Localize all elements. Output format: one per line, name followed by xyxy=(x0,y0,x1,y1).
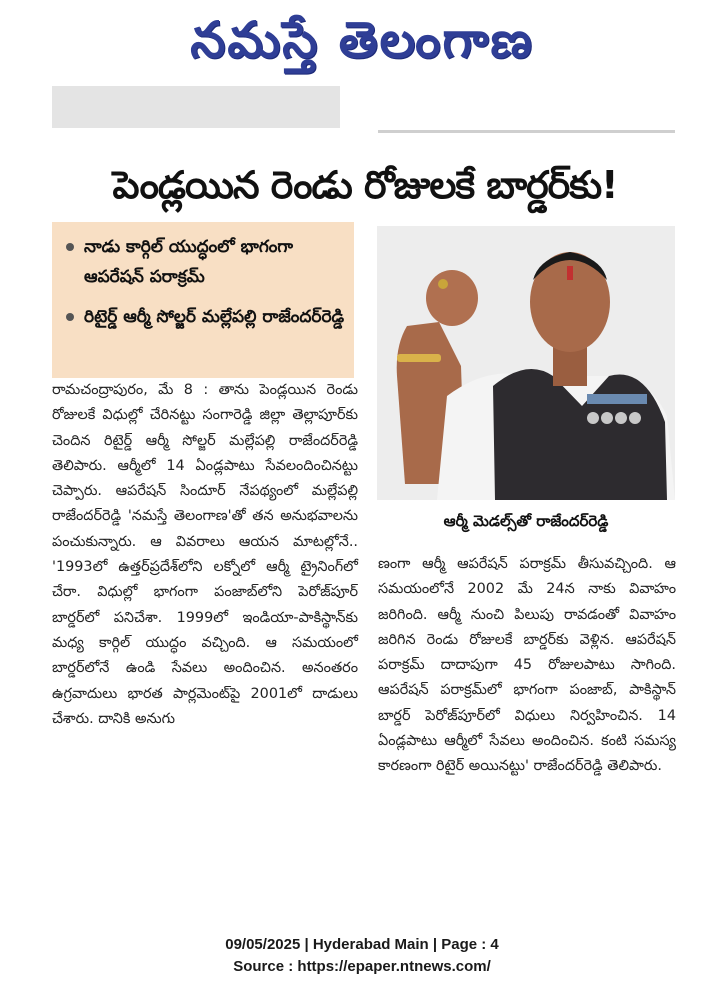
highlight-item xyxy=(66,302,346,332)
article-body-right-column xyxy=(378,552,676,780)
army-veteran-photo xyxy=(377,226,675,500)
article-body-left-column xyxy=(52,378,358,732)
previous-article-strip-right xyxy=(378,86,675,133)
body-text-left: రామచంద్రాపురం, మే 8 : తాను పెండ్లయిన రెండు రోజులకే విధుల్లో చేరినట్టు సంగారెడ్డి జిల్లా తెల్లాపూర్‌కు చెందిన రిటైర్డ్ ఆర్మీ సోల్జర్ మల్లేపల్లి రాజేందర్‌రెడ్డి తెలిపారు. ఆర్మీలో 14 ఏండ్లపాటు సేవలందించినట్టు చెప్పారు. ఆపరేషన్ సిందూర్ నేపథ్యంలో మల్లేపల్లి రాజేందర్‌రెడ్డి 'నమస్తే తెలంగాణ'తో తన అనుభవాలను పంచుకున్నారు. ఆ వివరాలు ఆయన మాటల్లోనే.. '1993లో ఉత్తర్‌ప్రదేశ్‌లోని లక్నోలో ఆర్మీ ట్రైనింగ్‌లో చేరా. విధుల్లో భాగంగా పంజాబ్‌లోని పెరోజ్‌పూర్ బార్డర్‌లో పనిచేశా. 1999లో ఇండియా-పాకిస్థాన్‌కు మధ్య కార్గిల్ యుద్ధం వచ్చింది. ఆ సమయంలో బార్డర్‌లోనే ఉండి సేవలు అందించిన. అనంతరం ఉగ్రవాదులు భారత పార్లమెంట్‌పై 2001లో దాడులు చేశారు. దానికి అనుగు xyxy=(52,382,358,727)
newspaper-masthead xyxy=(0,0,724,80)
footer-edition-info: 09/05/2025 | Hyderabad Main | Page : 4 xyxy=(225,936,499,953)
bullet-icon xyxy=(66,243,74,251)
masthead-title: నమస్తే తెలంగాణ xyxy=(190,11,534,69)
highlight-item xyxy=(66,232,346,292)
highlight-text: రిటైర్డ్ ఆర్మీ సోల్జర్ మల్లేపల్లి రాజేందర్‌రెడ్డి xyxy=(84,307,345,327)
photo-caption: ఆర్మీ మెడల్స్‌తో రాజేందర్‌రెడ్డి xyxy=(443,512,609,530)
body-text-right: ణంగా ఆర్మీ ఆపరేషన్ పరాక్రమ్ తీసువచ్చింది. ఆ సమయంలోనే 2002 మే 24న నాకు వివాహం జరిగింది. ఆర్మీ నుంచి పిలుపు రావడంతో వివాహం జరిగిన రెండు రోజులకే బార్డర్‌కు వెళ్లిన. ఆపరేషన్ పరాక్రమ్ దాదాపుగా 45 రోజులపాటు సాగింది. ఆపరేషన్ పరాక్రమ్‌లో భాగంగా పంజాబ్, పాకిస్థాన్ బార్డర్ పెరోజ్‌పూర్‌లో విధులు నిర్వహించిన. 14 ఏండ్లపాటు ఆర్మీలో సేవలు అందించిన. కంటి సమస్య కారణంగా రిటైర్ అయినట్టు' రాజేందర్‌రెడ్డి తెలిపారు. xyxy=(378,556,676,775)
highlight-box xyxy=(52,222,354,378)
highlight-text: నాడు కార్గిల్ యుద్ధంలో భాగంగా ఆపరేషన్ పరాక్రమ్ xyxy=(84,237,294,287)
page-footer xyxy=(0,934,724,978)
footer-source: Source : https://epaper.ntnews.com/ xyxy=(233,958,491,975)
bullet-icon xyxy=(66,313,74,321)
previous-article-strip-left xyxy=(52,86,340,128)
article-photo xyxy=(377,226,675,500)
article-headline: పెండ్లయిన రెండు రోజులకే బార్డర్‌కు! xyxy=(112,163,618,207)
